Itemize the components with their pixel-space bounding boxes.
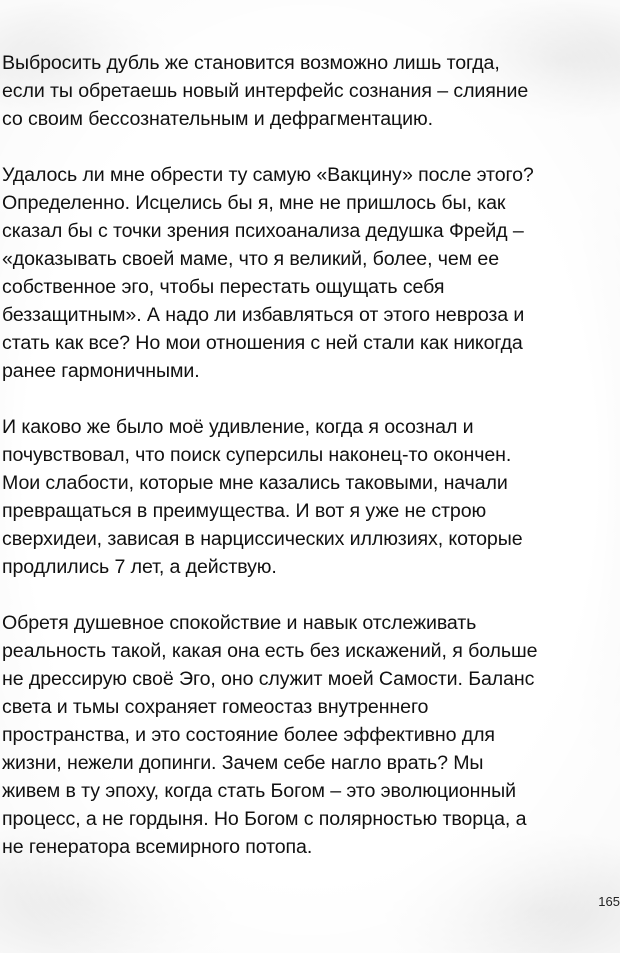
- text-line: И каково же было моё удивление, когда я осознал и: [2, 416, 474, 438]
- text-line: если ты обретаешь новый интерфейс сознания – слияние: [2, 80, 529, 102]
- text-line: продлились 7 лет, а действую.: [2, 556, 277, 578]
- paragraph: [2, 609, 614, 861]
- text-line: процесс, а не гордыня. Но Богом с полярностью творца, а: [2, 808, 527, 830]
- text-line: собственное эго, чтобы перестать ощущать себя: [2, 276, 445, 298]
- paragraph: [2, 413, 614, 581]
- text-line: не генератора всемирного потопа.: [2, 836, 313, 858]
- text-line: превращаться в преимущества. И вот я уже не строю: [2, 500, 487, 522]
- paragraph: [2, 161, 614, 385]
- text-line: «доказывать своей маме, что я великий, более, чем ее: [2, 248, 499, 270]
- text-line: сверхидеи, зависая в нарциссических иллюзиях, которые: [2, 528, 523, 550]
- page-text: [2, 49, 614, 889]
- text-line: сказал бы с точки зрения психоанализа дедушка Фрейд –: [2, 220, 524, 242]
- text-line: Мои слабости, которые мне казались таковыми, начали: [2, 472, 508, 494]
- page-number: 165: [598, 894, 620, 909]
- text-line: живем в ту эпоху, когда стать Богом – это эволюционный: [2, 780, 516, 802]
- text-line: пространства, и это состояние более эффективно для: [2, 724, 495, 746]
- text-line: света и тьмы сохраняет гомеостаз внутреннего: [2, 696, 429, 718]
- text-line: Удалось ли мне обрести ту самую «Вакцину» после этого?: [2, 164, 534, 186]
- text-line: стать как все? Но мои отношения с ней стали как никогда: [2, 332, 523, 354]
- text-line: реальность такой, какая она есть без искажений, я больше: [2, 640, 538, 662]
- text-line: Выбросить дубль же становится возможно лишь тогда,: [2, 52, 500, 74]
- paragraph: [2, 49, 614, 133]
- text-line: Определенно. Исцелись бы я, мне не пришлось бы, как: [2, 192, 506, 214]
- text-line: Обретя душевное спокойствие и навык отслеживать: [2, 612, 477, 634]
- text-line: почувствовал, что поиск суперсилы наконец-то окончен.: [2, 444, 512, 466]
- text-line: беззащитным». А надо ли избавляться от этого невроза и: [2, 304, 525, 326]
- text-line: со своим бессознательным и дефрагментацию.: [2, 108, 433, 130]
- text-line: ранее гармоничными.: [2, 360, 200, 382]
- text-line: жизни, нежели допинги. Зачем себе нагло врать? Мы: [2, 752, 484, 774]
- text-line: не дрессирую своё Эго, оно служит моей Самости. Баланс: [2, 668, 535, 690]
